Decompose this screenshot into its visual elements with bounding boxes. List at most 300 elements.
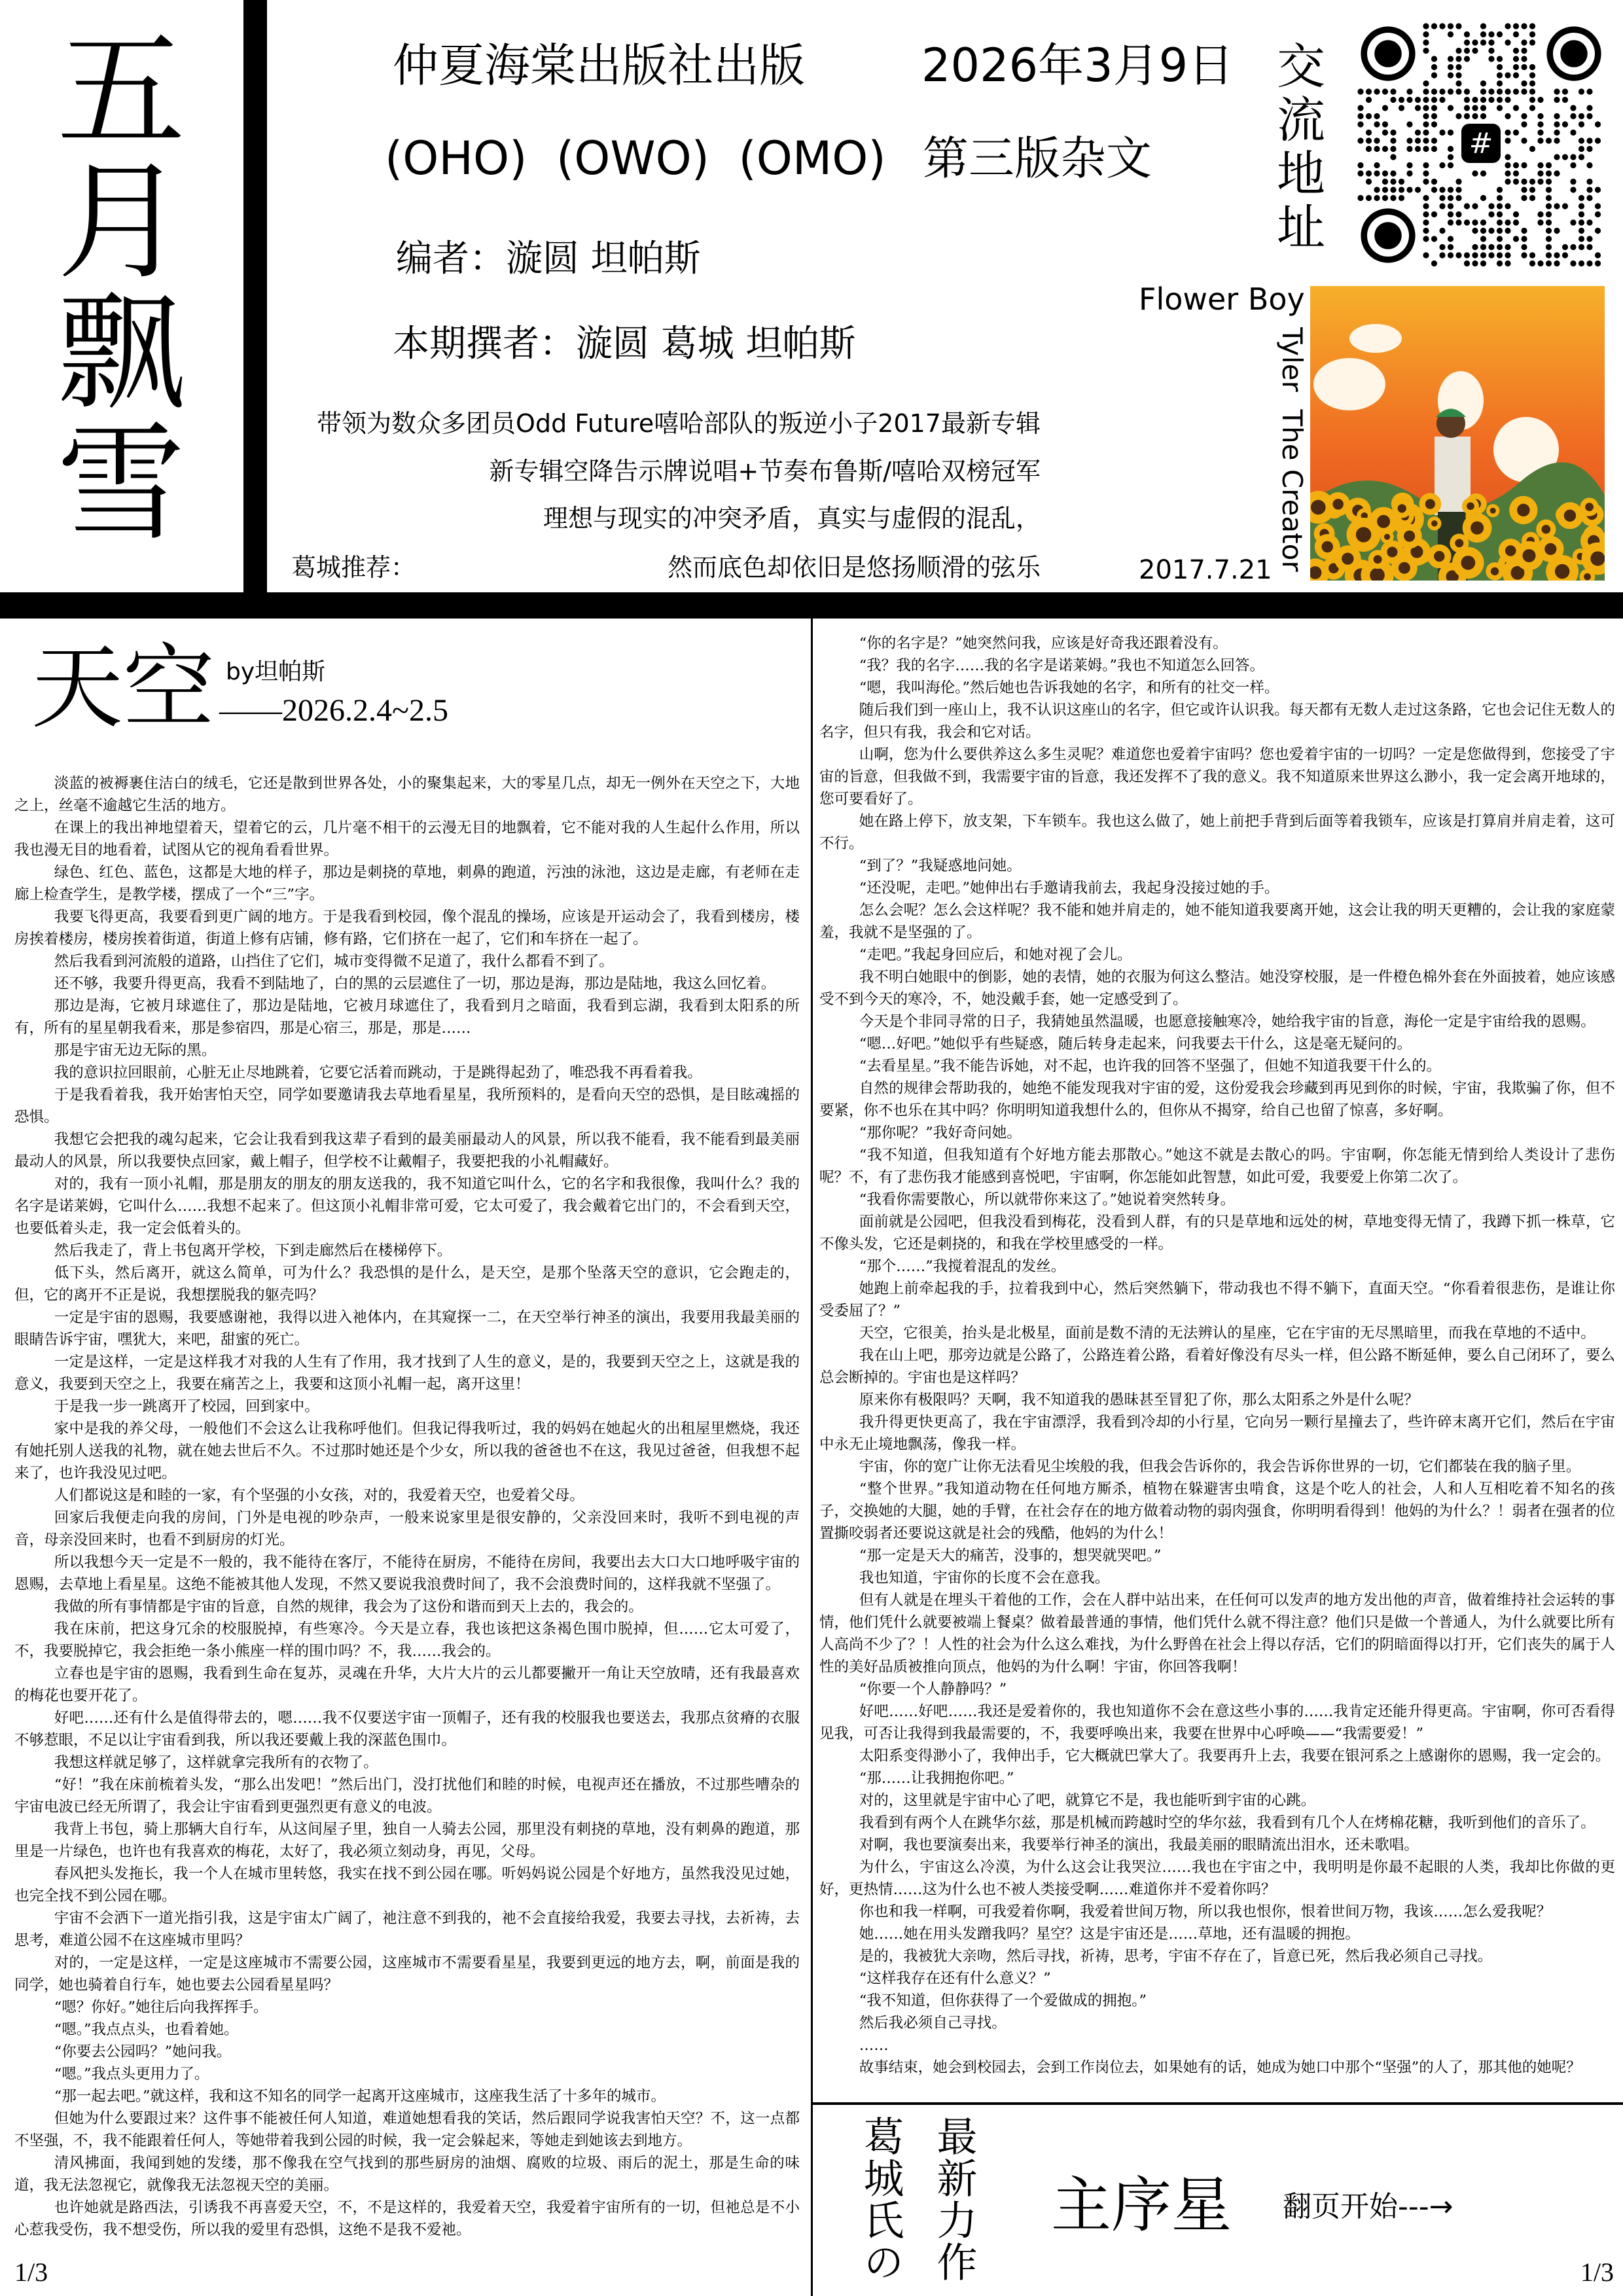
qr-module — [1595, 137, 1601, 143]
qr-module — [1537, 121, 1543, 127]
qr-module — [1455, 211, 1461, 217]
qr-module — [1423, 88, 1429, 94]
qr-module — [1537, 219, 1543, 225]
qr-module — [1546, 203, 1552, 209]
article-paragraph: 宇宙不会洒下一道光指引我，这是宇宙太广阔了，祂注意不到我的，祂不会直接给我爱，我要去寻找，去祈祷，去思考，难道公园不在这座城市里吗？ — [14, 1910, 800, 1949]
qr-module — [1529, 252, 1535, 258]
qr-module — [1497, 64, 1503, 70]
qr-module — [1570, 260, 1576, 266]
qr-module — [1521, 137, 1527, 143]
qr-module — [1554, 154, 1560, 160]
turn-page-link[interactable]: 翻页开始---→ — [1283, 2190, 1454, 2223]
qr-module — [1390, 88, 1396, 94]
article-paragraph: 那边是海，它被月球遮住了，那边是陆地，它被月球遮住了，我看到月之暗面，我看到忘湖，我看到太阳系的所有，所有的星星朝我看来，那是参宿四，那是心宿三，那是，那是…… — [14, 997, 800, 1037]
article-paragraph: 我不明白她眼中的倒影，她的表情，她的衣服为何这么整洁。她没穿校服，是一件橙色棉外套在外面披着，她应该感受不到今天的寒冷，不，她没戴手套，她一定感受到了。 — [819, 969, 1615, 1008]
qr-module — [1570, 113, 1576, 119]
qr-module — [1480, 113, 1486, 119]
qr-module — [1366, 137, 1372, 143]
qr-module — [1488, 211, 1494, 217]
article-paragraph: 淡蓝的被褥裹住洁白的绒毛，它还是散到世界各处，小的聚集起来，大的零星几点，却无一例外在天空之下，大地之上，丝毫不逾越它生活的地方。 — [14, 775, 800, 814]
qr-module — [1513, 72, 1519, 78]
qr-module — [1578, 113, 1584, 119]
qr-module — [1521, 39, 1527, 45]
qr-module — [1455, 64, 1461, 70]
article-paragraph: 今天是个非同寻常的日子，我猜她虽然温暖，也愿意接触寒冷，她给我宇宙的旨意，海伦一定是宇宙给我的恩赐。 — [859, 1013, 1596, 1030]
qr-module — [1570, 244, 1576, 250]
qr-module — [1554, 121, 1560, 127]
qr-module — [1472, 260, 1478, 266]
qr-module — [1448, 252, 1454, 258]
article-paragraph: 宇宙，你的宽广让你无法看见尘埃般的我，但我会告诉你的，我会告诉你世界的一切，它们都装在我的脑子里。 — [859, 1458, 1581, 1475]
qr-module — [1578, 211, 1584, 217]
qr-module — [1431, 187, 1437, 192]
qr-module — [1480, 170, 1486, 176]
qr-module — [1431, 88, 1437, 94]
article-paragraph: “去看星星。”我不能告诉她，对不起，也许我的回答不坚强了，但她不知道我要干什么的。 — [859, 1058, 1442, 1075]
qr-module — [1488, 48, 1494, 54]
sunflower-center — [1564, 510, 1576, 522]
promo-divider — [812, 2102, 1623, 2105]
article-paragraph: “那你呢？”我好奇问她。 — [859, 1124, 1022, 1141]
qr-module — [1537, 130, 1543, 135]
qr-module — [1586, 105, 1592, 111]
qr-module — [1439, 97, 1445, 103]
qr-module — [1448, 88, 1454, 94]
qr-module — [1472, 113, 1478, 119]
sunflower-center — [1356, 527, 1371, 542]
qr-module — [1497, 228, 1503, 234]
article-paragraph: “你要去公园吗？”她问我。 — [54, 2043, 232, 2060]
qr-module — [1374, 187, 1380, 192]
qr-module — [1578, 228, 1584, 234]
qr-module — [1439, 23, 1445, 29]
article-paragraph: 好吧……还有什么是值得带去的，嗯……我不仅要送宇宙一顶帽子，还有我的校服我也要送去，我那点贫瘠的衣服不够惹眼，不足以让宇宙看到我，所以我还要戴上我的深蓝色围巾。 — [14, 1710, 800, 1749]
qr-module — [1472, 170, 1478, 176]
qr-module — [1513, 170, 1519, 176]
qr-module — [1423, 162, 1429, 168]
qr-module — [1554, 228, 1560, 234]
qr-module — [1595, 228, 1601, 234]
qr-module — [1455, 88, 1461, 94]
sunflower-center — [1404, 531, 1415, 542]
article-title: 天空 — [31, 635, 215, 742]
qr-module — [1448, 211, 1454, 217]
qr-module — [1529, 23, 1535, 29]
article-paragraph: 那是宇宙无边无际的黑。 — [54, 1042, 217, 1059]
qr-module — [1455, 48, 1461, 54]
qr-module — [1521, 56, 1527, 62]
article-paragraph: “嗯。”我点点头，也看着她。 — [54, 2021, 239, 2038]
qr-module — [1546, 170, 1552, 176]
sunflower-center — [1584, 573, 1591, 581]
article-paragraph: 随后我们到一座山上，我不认识这座山的名字，但它或许认识我。每天都有无数人走过这条路，它也会记住无数人的名字，但只有我，我会和它对话。 — [819, 702, 1615, 741]
article-paragraph: 于是我看着我，我开始害怕天空，同学如要邀请我去草地看星星，我所预料的，是看向天空的恐惧，是目眩魂摇的恐惧。 — [14, 1086, 800, 1126]
qr-module — [1505, 260, 1510, 266]
qr-module — [1595, 121, 1601, 127]
qr-module — [1546, 219, 1552, 225]
qr-module — [1390, 137, 1396, 143]
qr-module — [1366, 170, 1372, 176]
qr-module — [1578, 195, 1584, 201]
qr-module — [1513, 219, 1519, 225]
qr-module — [1382, 121, 1388, 127]
qr-module — [1399, 195, 1404, 201]
qr-module — [1505, 72, 1510, 78]
qr-module — [1554, 170, 1560, 176]
article-paragraph: 对啊，我也要演奏出来，我要举行神圣的演出，我最美丽的眼睛流出泪水，还未歌唱。 — [859, 1837, 1419, 1854]
qr-module — [1554, 88, 1560, 94]
sunflower-center — [1377, 515, 1390, 528]
qr-module — [1554, 203, 1560, 209]
blurb-line: 然而底色却依旧是悠扬顺滑的弦乐 — [667, 553, 1041, 582]
qr-module — [1546, 137, 1552, 143]
sunflower-center — [1332, 499, 1344, 510]
qr-module — [1464, 88, 1470, 94]
qr-module — [1529, 39, 1535, 45]
qr-module — [1562, 97, 1568, 103]
promo-author: 葛城氏の — [857, 2115, 904, 2283]
qr-module — [1513, 64, 1519, 70]
sunflower-center — [1491, 567, 1499, 575]
qr-module — [1415, 137, 1421, 143]
qr-module — [1505, 219, 1510, 225]
article-paragraph: “你要一个人静静吗？” — [859, 1681, 1007, 1698]
article-byline: by坦帕斯 — [226, 658, 326, 685]
qr-module — [1570, 187, 1576, 192]
qr-module — [1521, 64, 1527, 70]
qr-module — [1529, 31, 1535, 37]
qr-module — [1537, 211, 1543, 217]
qr-module — [1382, 179, 1388, 185]
qr-module — [1529, 105, 1535, 111]
qr-module — [1562, 244, 1568, 250]
article-paragraph: “嗯。”我点头更用力了。 — [54, 2066, 209, 2083]
qr-module — [1488, 56, 1494, 62]
qr-module — [1423, 179, 1429, 185]
article-paragraph: “我看你需要散心，所以就带你来这了。”她说着突然转身。 — [859, 1191, 1236, 1208]
article-paragraph: 回家后我便走向我的房间，门外是电视的吵杂声，一般来说家里是很安静的，父亲没回来时，我听不到电视的声音，母亲没回来时，也看不到厨房的灯光。 — [14, 1509, 800, 1549]
qr-module — [1431, 146, 1437, 152]
qr-module — [1546, 236, 1552, 242]
qr-module — [1546, 162, 1552, 168]
qr-module — [1578, 244, 1584, 250]
qr-module — [1521, 244, 1527, 250]
qr-module — [1513, 56, 1519, 62]
qr-module — [1497, 81, 1503, 86]
promo-title: 主序星 — [1051, 2170, 1232, 2240]
article-paragraph: 我看到有两个人在跳华尔兹，那是机械而跨越时空的华尔兹，我看到有几个人在烤棉花糖，我听到他们的音乐了。 — [859, 1814, 1596, 1831]
article-paragraph: 她……她在用头发蹭我吗？星空？这是宇宙还是……草地，还有温暖的拥抱。 — [859, 1926, 1360, 1943]
qr-module — [1513, 31, 1519, 37]
sunflower-center — [1542, 525, 1551, 534]
qr-module — [1537, 170, 1543, 176]
qr-module — [1357, 170, 1363, 176]
article-paragraph: 然后我看到河流般的道路，山挡住了它们，城市变得微不足道了，我什么都看不到了。 — [54, 953, 614, 970]
qr-module — [1423, 97, 1429, 103]
qr-module — [1374, 162, 1380, 168]
qr-module — [1529, 72, 1535, 78]
qr-module — [1382, 170, 1388, 176]
qr-module — [1521, 228, 1527, 234]
header-band — [0, 592, 1623, 619]
qr-module — [1374, 195, 1380, 201]
recommender-label: 葛城推荐： — [291, 553, 416, 582]
qr-module — [1554, 113, 1560, 119]
qr-module — [1546, 244, 1552, 250]
qr-module — [1472, 39, 1478, 45]
qr-code[interactable] — [1357, 22, 1605, 268]
article-paragraph: “整个世界。”我知道动物在任何地方厮杀，植物在躲避害虫啃食，这是个吃人的社会，人和人互相吃着不知名的孩子，交换她的大腿，她的手臂，在社会存在的地方做着动物的弱肉强食，你明明看得到！他妈的为什么？！弱者在强者的位置撕咬弱者还要说这就是社会的残酷，他妈的为什么！ — [819, 1480, 1615, 1542]
qr-module — [1521, 48, 1527, 54]
qr-module — [1521, 121, 1527, 127]
qr-module — [1439, 88, 1445, 94]
qr-module — [1529, 97, 1535, 103]
qr-module — [1390, 130, 1396, 135]
article-paragraph: 一定是宇宙的恩赐，我要感谢祂，我得以进入祂体内，在其窥探一二，在天空举行神圣的演出，我要用我最美丽的眼睛告诉宇宙，嘿犹大，来吧，甜蜜的死亡。 — [14, 1309, 800, 1348]
qr-module — [1357, 121, 1363, 127]
qr-module — [1488, 31, 1494, 37]
qr-module — [1497, 219, 1503, 225]
qr-module — [1505, 203, 1510, 209]
article-paragraph: 立春也是宇宙的恩赐，我看到生命在复苏，灵魂在升华，大片大片的云儿都要撇开一角让天空放晴，还有我最喜欢的梅花也要开花了。 — [14, 1665, 800, 1704]
qr-module — [1415, 146, 1421, 152]
qr-module — [1423, 195, 1429, 201]
sunflower-center — [1517, 504, 1530, 517]
qr-module — [1513, 236, 1519, 242]
qr-module — [1448, 146, 1454, 152]
qr-module — [1439, 195, 1445, 201]
qr-module — [1562, 203, 1568, 209]
qr-module — [1382, 195, 1388, 201]
qr-module — [1537, 179, 1543, 185]
qr-module — [1505, 88, 1510, 94]
qr-module — [1513, 162, 1519, 168]
qr-module — [1431, 64, 1437, 70]
qr-module — [1480, 97, 1486, 103]
sunflower-center — [1431, 520, 1438, 527]
qr-module — [1554, 97, 1560, 103]
qr-module — [1357, 113, 1363, 119]
qr-module — [1497, 187, 1503, 192]
qr-module — [1472, 228, 1478, 234]
qr-module — [1578, 154, 1584, 160]
qr-module — [1521, 88, 1527, 94]
qr-module — [1546, 195, 1552, 201]
qr-module — [1357, 195, 1363, 201]
qr-module — [1521, 252, 1527, 258]
qr-module — [1578, 236, 1584, 242]
qr-module — [1423, 23, 1429, 29]
qr-module — [1521, 81, 1527, 86]
qr-module — [1423, 105, 1429, 111]
qr-module — [1578, 260, 1584, 266]
qr-module — [1423, 146, 1429, 152]
article-paragraph: “嗯，我叫海伦。”然后她也告诉我她的名字，和所有的社交一样。 — [859, 679, 1279, 696]
qr-module — [1546, 187, 1552, 192]
qr-module — [1448, 244, 1454, 250]
qr-module — [1406, 187, 1412, 192]
sunflower-center — [1461, 556, 1475, 570]
qr-module — [1390, 179, 1396, 185]
qr-module — [1554, 130, 1560, 135]
article-dates: ——2026.2.4~2.5 — [219, 693, 448, 728]
issue-date: 2026年3月9日 — [921, 39, 1234, 92]
page-number-left: 1/3 — [14, 2257, 48, 2287]
qr-module — [1513, 88, 1519, 94]
qr-center-glyph: # — [1469, 127, 1493, 160]
edition: 第三版杂文 — [923, 132, 1152, 185]
qr-module — [1546, 228, 1552, 234]
qr-module — [1366, 146, 1372, 152]
sunflower-center — [1590, 551, 1605, 565]
qr-module — [1529, 64, 1535, 70]
qr-module — [1439, 130, 1445, 135]
qr-module — [1488, 228, 1494, 234]
article-paragraph: 家中是我的养父母，一般他们不会这么让我称呼他们。但我记得我听过，我的妈妈在她起火的出租屋里燃烧，我还有她托别人送我的礼物，就在她去世后不久。不过那时她还是个少女，所以我的爸爸也不在这，我见过爸爸，但我想不起来了，也许我没见过吧。 — [14, 1420, 800, 1482]
qr-module — [1546, 211, 1552, 217]
article-paragraph: 她跑上前牵起我的手，拉着我到中心，然后突然躺下，带动我也不得不躺下，直面天空。“你看着很悲伤，是谁让你受委屈了？” — [819, 1280, 1615, 1319]
qr-module — [1431, 179, 1437, 185]
qr-module — [1374, 137, 1380, 143]
qr-module — [1554, 252, 1560, 258]
sunflower-center — [1398, 504, 1406, 512]
qr-module — [1423, 203, 1429, 209]
article-paragraph: 故事结束，她会到校园去，会到工作岗位去，如果她有的话，她成为她口中那个“坚强”的人了，那其他的她呢？ — [859, 2059, 1581, 2076]
blurb-line: 带领为数众多团员Odd Future嘻哈部队的叛逆小子2017最新专辑 — [317, 409, 1041, 438]
qr-module — [1480, 236, 1486, 242]
qr-module — [1497, 56, 1503, 62]
qr-module — [1431, 260, 1437, 266]
qr-module — [1439, 187, 1445, 192]
qr-module — [1488, 97, 1494, 103]
qr-module — [1455, 113, 1461, 119]
qr-module — [1488, 252, 1494, 258]
qr-module — [1529, 187, 1535, 192]
qr-module — [1497, 195, 1503, 201]
article-paragraph: 我的意识拉回眼前，心脏无止尽地跳着，它要它活着而跳动，于是跳得起劲了，唯恐我不再看着我。 — [54, 1064, 702, 1081]
qr-module — [1513, 105, 1519, 111]
qr-module — [1505, 154, 1510, 160]
qr-module — [1505, 252, 1510, 258]
sunflower-center — [1425, 499, 1435, 509]
qr-module — [1505, 113, 1510, 119]
qr-module — [1513, 211, 1519, 217]
qr-module — [1390, 195, 1396, 201]
qr-module — [1529, 81, 1535, 86]
masthead-title — [26, 17, 216, 559]
qr-module — [1480, 252, 1486, 258]
qr-module — [1505, 97, 1510, 103]
qr-module — [1505, 23, 1510, 29]
sunflower-center — [1387, 547, 1397, 557]
masthead-char: 月 — [56, 148, 185, 297]
qr-module — [1423, 113, 1429, 119]
article-paragraph: 天空，它很美，抬头是北极星，面前是数不清的无法辨认的星座，它在宇宙的无尽黑暗里，而我在草地的不适中。 — [859, 1325, 1596, 1342]
album-release-date: 2017.7.21 — [1139, 555, 1272, 585]
qr-module — [1439, 244, 1445, 250]
qr-module — [1448, 203, 1454, 209]
qr-module — [1399, 105, 1404, 111]
qr-module — [1562, 88, 1568, 94]
emoticons: (OHO) (OWO) (OMO) — [385, 132, 886, 185]
qr-module — [1586, 146, 1592, 152]
qr-module — [1586, 244, 1592, 250]
qr-module — [1464, 31, 1470, 37]
column-divider — [811, 619, 813, 2296]
article-paragraph: “那一起去吧。”就这样，我和这不知名的同学一起离开这座城市，这座我生活了十多年的城市。 — [54, 2088, 666, 2105]
publisher: 仲夏海棠出版社出版 — [393, 39, 805, 92]
qr-module — [1554, 137, 1560, 143]
article-paragraph: 然后我走了，背上书包离开学校，下到走廊然后在楼梯停下。 — [54, 1242, 452, 1259]
qr-module — [1505, 228, 1510, 234]
qr-module — [1448, 23, 1454, 29]
article-paragraph: 我升得更快更高了，我在宇宙漂浮，我看到冷却的小行星，它向另一颗行星撞去了，些许碎末离开它们，然后在宇宙中永无止境地飘荡，像我一样。 — [819, 1414, 1615, 1453]
qr-module — [1390, 170, 1396, 176]
qr-module — [1366, 113, 1372, 119]
article-paragraph: “我不知道，但你获得了一个爱做成的拥抱。” — [859, 1992, 1147, 2009]
qr-module — [1423, 137, 1429, 143]
qr-module — [1455, 252, 1461, 258]
article-paragraph: 山啊，您为什么要供养这么多生灵呢？难道您也爱着宇宙吗？您也爱着宇宙的一切吗？一定是您做得到，您接受了宇宙的旨意，但我做不到，我需要宇宙的旨意，我还发挥不了我的意义。我不知道原来世界这么渺小，我一定会离开地球的，您可要看好了。 — [819, 746, 1615, 808]
qr-module — [1586, 179, 1592, 185]
qr-module — [1586, 236, 1592, 242]
qr-module — [1480, 81, 1486, 86]
sunflower-center — [1522, 549, 1535, 562]
qr-module — [1488, 244, 1494, 250]
qr-module — [1390, 97, 1396, 103]
qr-module — [1497, 72, 1503, 78]
masthead-char: 飘 — [56, 279, 185, 428]
qr-module — [1497, 244, 1503, 250]
qr-module — [1431, 23, 1437, 29]
qr-module — [1497, 88, 1503, 94]
masthead-char: 五 — [56, 17, 185, 166]
qr-module — [1595, 187, 1601, 192]
qr-module — [1423, 81, 1429, 86]
article-paragraph: 我在床前，把这身冗余的校服脱掉，有些寒冷。今天是立春，我也该把这条褐色围巾脱掉，但……它太可爱了，不，我要脱掉它，我会拒绝一条小熊座一样的围巾吗？不，我……我会的。 — [14, 1621, 800, 1660]
article-paragraph: 我要飞得更高，我要看到更广阔的地方。于是我看到校园，像个混乱的操场，应该是开运动会了，我看到楼房，楼房挨着楼房，楼房挨着街道，街道上修有店铺，修有路，它们挤在一起了，它们和车挤在一起了。 — [14, 908, 800, 948]
qr-module — [1505, 170, 1510, 176]
article-paragraph: 所以我想今天一定是不一般的，我不能待在客厅，不能待在厨房，不能待在房间，我要出去大口大口地呼吸宇宙的恩赐，去草地上看星星。这绝不能被其他人发现，不然又要说我浪费时间了，我不会浪费时间的，这样我就不坚强了。 — [14, 1554, 800, 1593]
qr-module — [1537, 113, 1543, 119]
album-cover-image — [1310, 286, 1605, 581]
sunflower-center — [1585, 503, 1594, 511]
qr-module — [1431, 97, 1437, 103]
qr-module — [1537, 137, 1543, 143]
article-paragraph: …… — [859, 2037, 889, 2054]
qr-module — [1570, 154, 1576, 160]
qr-module — [1521, 236, 1527, 242]
qr-module — [1578, 146, 1584, 152]
qr-module — [1366, 97, 1372, 103]
article-paragraph: 对的，我有一顶小礼帽，那是朋友的朋友的朋友送我的，我不知道它叫什么，它的名字和我很像，我叫什么？我的名字是诺莱姆，它叫什么……我想不起来了。但这顶小礼帽非常可爱，它太可爱了，我会戴着它出门的，不会看到天空，也要低着头走，我一定会低着头的。 — [14, 1175, 800, 1237]
qr-module — [1521, 187, 1527, 192]
qr-module — [1423, 170, 1429, 176]
qr-module — [1513, 23, 1519, 29]
article-paragraph: “嗯？你好。”她往后向我挥挥手。 — [54, 1999, 268, 2016]
qr-module — [1415, 130, 1421, 135]
qr-module — [1464, 39, 1470, 45]
article-paragraph: “那一定是天大的痛苦，没事的，想哭就哭吧。” — [859, 1547, 1162, 1564]
qr-module — [1399, 187, 1404, 192]
qr-module — [1423, 48, 1429, 54]
qr-module — [1578, 137, 1584, 143]
sunflower-center — [1434, 551, 1444, 562]
qr-module — [1431, 211, 1437, 217]
sunflower-center — [1467, 502, 1474, 510]
qr-module — [1366, 195, 1372, 201]
article-paragraph: “还没呢，走吧。”她伸出右手邀请我前去，我起身没接过她的手。 — [859, 880, 1279, 897]
